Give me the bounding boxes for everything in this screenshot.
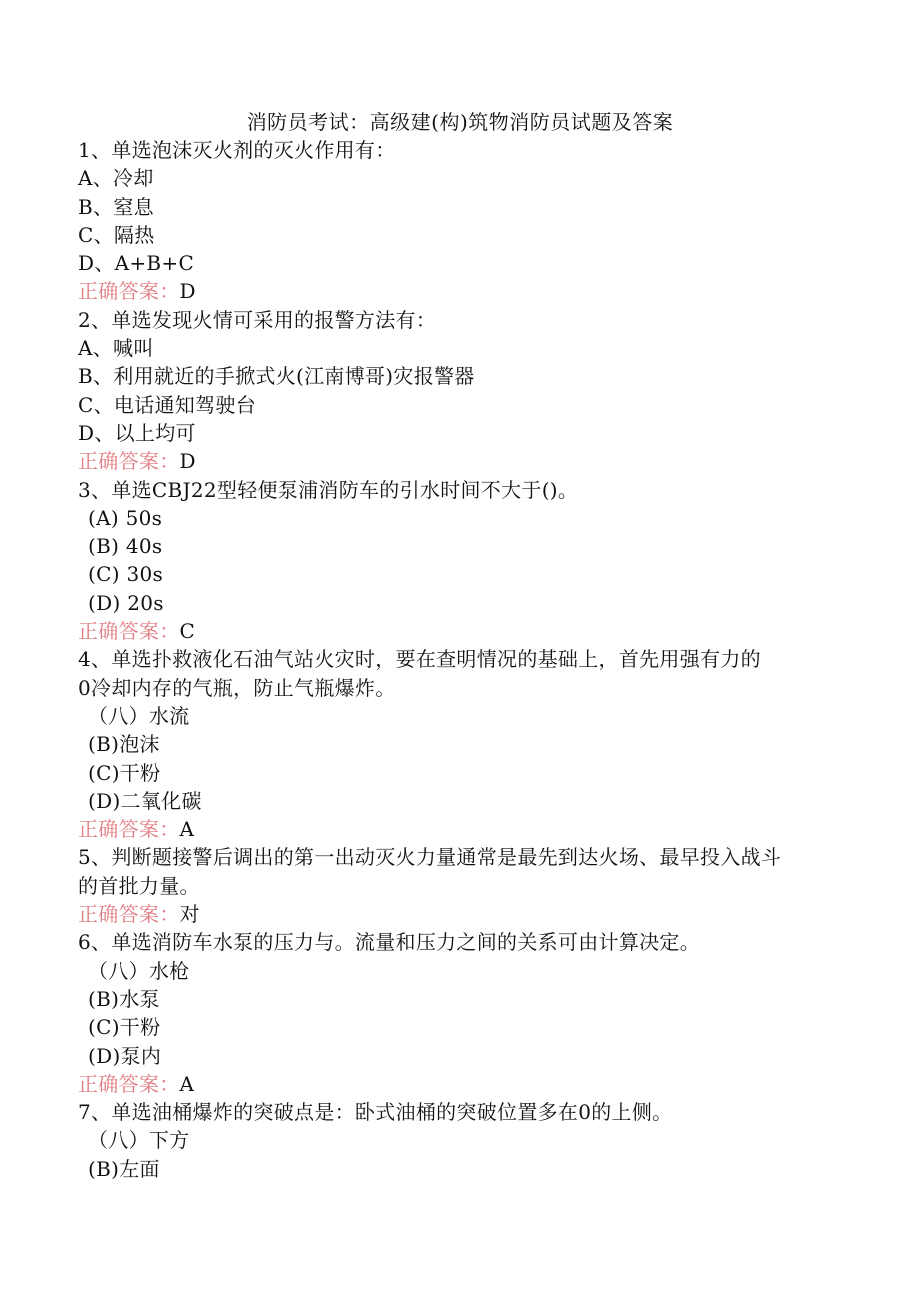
answer-value: D — [179, 279, 196, 304]
question-2-option-a: A、喊叫 — [78, 336, 154, 361]
question-list — [78, 136, 838, 1183]
question-6-option-b: (B)水泵 — [88, 986, 160, 1011]
question-3-text: 3、单选CBJ22型轻便泵浦消防车的引水时间不大于()。 — [78, 477, 579, 502]
question-2-option-b: B、利用就近的手掀式火(江南博哥)灾报警器 — [78, 364, 475, 389]
question-4-option-a: （八）水流 — [88, 703, 190, 728]
question-6-text: 6、单选消防车水泵的压力与。流量和压力之间的关系可由计算决定。 — [78, 930, 701, 955]
question-6-option-d: (D)泵内 — [88, 1043, 162, 1068]
question-1-text: 1、单选泡沫灭火剂的灭火作用有： — [78, 138, 396, 162]
answer-value: D — [179, 449, 196, 474]
answer-label: 正确答案： — [78, 1071, 180, 1096]
question-4-text-line-1: 4、单选扑救液化石油气站火灾时，要在查明情况的基础上，首先用强有力的 — [78, 647, 761, 672]
question-7-option-a: （八）下方 — [88, 1128, 190, 1153]
question-7-text: 7、单选油桶爆炸的突破点是：卧式油桶的突破位置多在0的上侧。 — [78, 1100, 673, 1125]
question-1-option-b: B、窒息 — [78, 194, 154, 219]
answer-value: C — [179, 619, 196, 644]
question-6-answer — [78, 1070, 838, 1098]
answer-label: 正确答案： — [78, 817, 180, 842]
question-2-option-d: D、以上均可 — [78, 420, 196, 445]
question-5-text-line-2: 的首批力量。 — [78, 873, 200, 898]
question-2-text: 2、单选发现火情可采用的报警方法有： — [78, 307, 437, 332]
question-1-option-c: C、隔热 — [78, 222, 155, 247]
question-2-option-c: C、电话通知驾驶台 — [78, 392, 257, 417]
question-3-option-a: (A) 50s — [88, 505, 163, 530]
question-3-option-b: (B) 40s — [88, 534, 163, 559]
question-3-option-d: (D) 20s — [88, 590, 164, 615]
question-4-option-b: (B)泡沫 — [88, 732, 160, 757]
answer-label: 正确答案： — [78, 279, 180, 304]
question-2-answer — [78, 447, 838, 475]
question-1-answer — [78, 277, 838, 305]
question-1-option-d: D、A+B+C — [78, 251, 195, 276]
question-7-option-b: (B)左面 — [88, 1156, 160, 1181]
question-4-option-d: (D)二氧化碳 — [88, 788, 202, 813]
question-5-answer — [78, 900, 838, 928]
question-6-option-c: (C)干粉 — [88, 1015, 161, 1040]
answer-label: 正确答案： — [78, 449, 180, 474]
question-5-text-line-1: 5、判断题接警后调出的第一出动灭火力量通常是最先到达火场、最早投入战斗 — [78, 845, 782, 870]
question-4-option-c: (C)干粉 — [88, 760, 161, 785]
answer-value: 对 — [179, 902, 200, 927]
answer-label: 正确答案： — [78, 619, 180, 644]
question-1-option-a: A、冷却 — [78, 166, 154, 191]
question-6-option-a: （八）水枪 — [88, 958, 190, 983]
answer-value: A — [179, 817, 195, 842]
question-3-option-c: (C) 30s — [88, 562, 164, 587]
question-4-text-line-2: 0冷却内存的气瓶，防止气瓶爆炸。 — [78, 675, 396, 700]
document-title: 消防员考试：高级建(构)筑物消防员试题及答案 — [246, 110, 674, 134]
question-3-answer — [78, 617, 838, 645]
question-4-answer — [78, 815, 838, 843]
answer-label: 正确答案： — [78, 902, 180, 927]
answer-value: A — [179, 1071, 195, 1096]
